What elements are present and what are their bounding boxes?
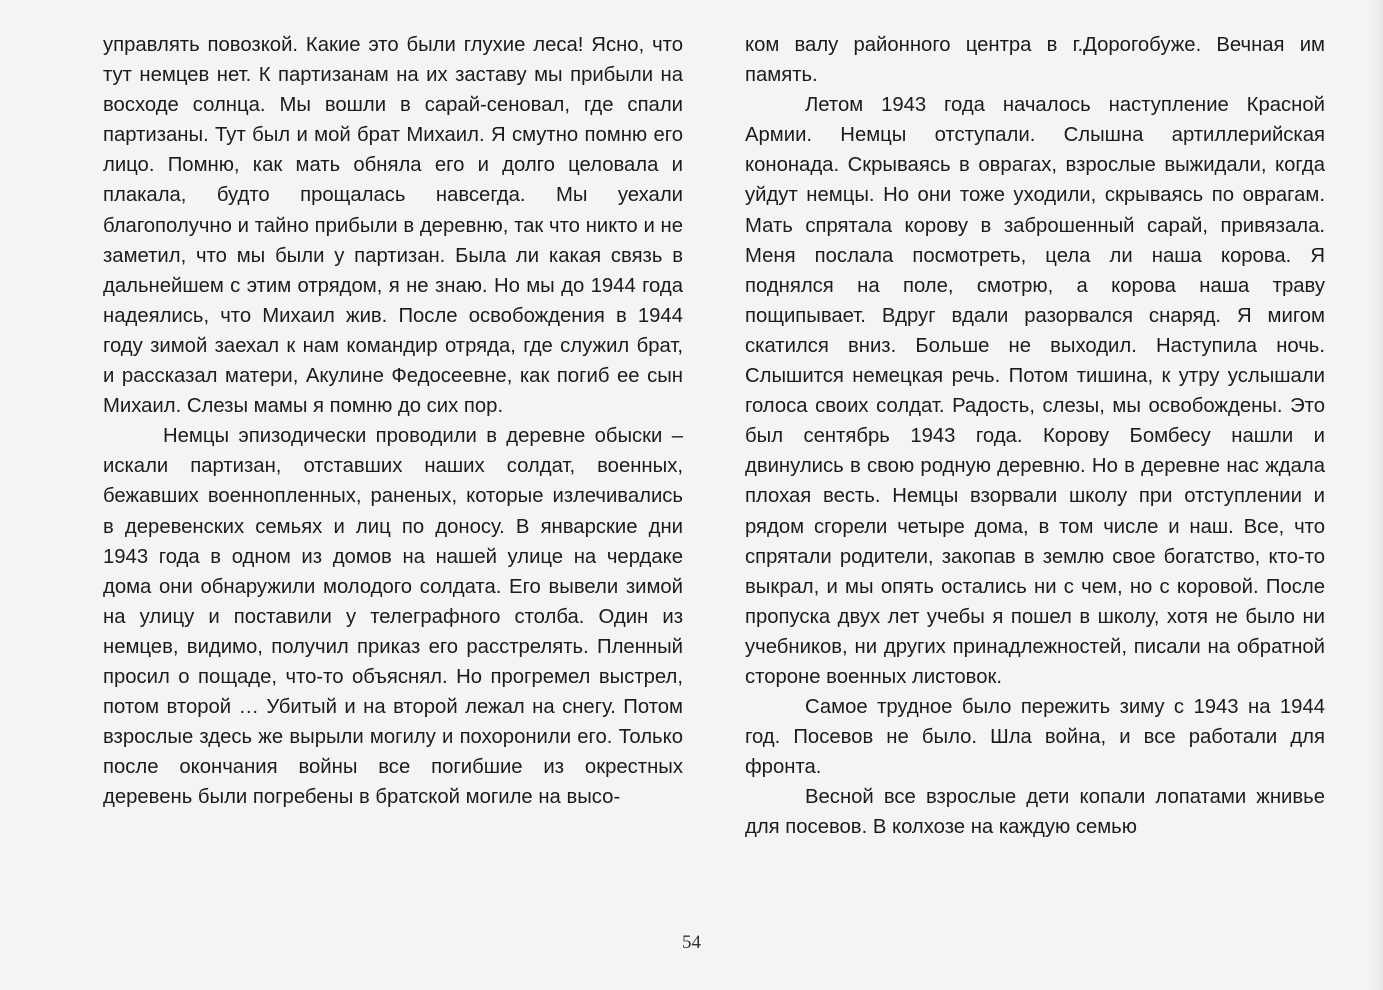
paragraph: ком валу районного центра в г.Дорогобуже. Вечная им память. bbox=[745, 34, 1325, 87]
page-number: 54 bbox=[682, 932, 701, 953]
left-text-column bbox=[103, 30, 683, 812]
page-edge-shadow bbox=[1370, 0, 1383, 990]
paragraph: Весной все взрослые дети копали лопатами жнивье для посевов. В колхозе на каждую семью bbox=[745, 786, 1325, 839]
paragraph: управлять повозкой. Какие это были глухие леса! Ясно, что тут немцев нет. К партизанам на их заставу мы прибыли на восходе солнца. Мы вошли в сарай-сеновал, где спали партизаны. Тут был и мой брат Михаил. Я смутно помню его лицо. Помню, как мать обняла его и долго целовала и плакала, будто прощалась навсегда. Мы уехали благополучно и тайно прибыли в деревню, так что никто и не заметил, что мы были у партизан. Была ли какая связь в дальнейшем с этим отрядом, я не знаю. Но мы до 1944 года надеялись, что Михаил жив. После освобождения в 1944 году зимой заехал к нам командир отряда, где служил брат, и рассказал матери, Акулине Федосеевне, как погиб ее сын Михаил. Слезы мамы я помню до сих пор. bbox=[103, 34, 683, 418]
paragraph: Самое трудное было пережить зиму с 1943 на 1944 год. Посевов не было. Шла война, и все работали для фронта. bbox=[745, 696, 1325, 779]
paragraph: Летом 1943 года началось наступление Красной Армии. Немцы отступали. Слышна артиллерийская кононада. Скрываясь в оврагах, взрослые выжидали, когда уйдут немцы. Но они тоже уходили, скрываясь по оврагам. Мать спрятала корову в заброшенный сарай, привязала. Меня послала посмотреть, цела ли наша корова. Я поднялся на поле, смотрю, а корова наша траву пощипывает. Вдруг вдали разорвался снаряд. Я мигом скатился вниз. Больше не выходил. Наступила ночь. Слышится немецкая речь. Потом тишина, к утру услышали голоса своих солдат. Радость, слезы, мы освобождены. Это был сентябрь 1943 года. Корову Бомбесу нашли и двинулись в свою родную деревню. Но в деревне нас ждала плохая весть. Немцы взорвали школу при отступлении и рядом сгорели четыре дома, в том числе и наш. Все, что спрятали родители, закопав в землю свое богатство, кто-то выкрал, и мы опять остались ни с чем, но с коровой. После пропуска двух лет учебы я пошел в школу, хотя не было ни учебников, ни других принадлежностей, писали на обратной стороне военных листовок. bbox=[745, 94, 1325, 688]
right-text-column bbox=[745, 30, 1325, 843]
paragraph: Немцы эпизодически проводили в деревне обыски – искали партизан, отставших наших солдат, военных, бежавших военнопленных, раненых, которые излечивались в деревенских семьях и лиц по доносу. В январские дни 1943 года в одном из домов на нашей улице на чердаке дома они обнаружили молодого солдата. Его вывели зимой на улицу и поставили у телеграфного столба. Один из немцев, видимо, получил приказ его расстрелять. Пленный просил о пощаде, что-то объяснял. Но прогремел выстрел, потом второй … Убитый и на второй лежал на снегу. Потом взрослые здесь же вырыли могилу и похоронили его. Только после окончания войны все погибшие из окрестных деревень были погребены в братской могиле на высо- bbox=[103, 425, 683, 809]
